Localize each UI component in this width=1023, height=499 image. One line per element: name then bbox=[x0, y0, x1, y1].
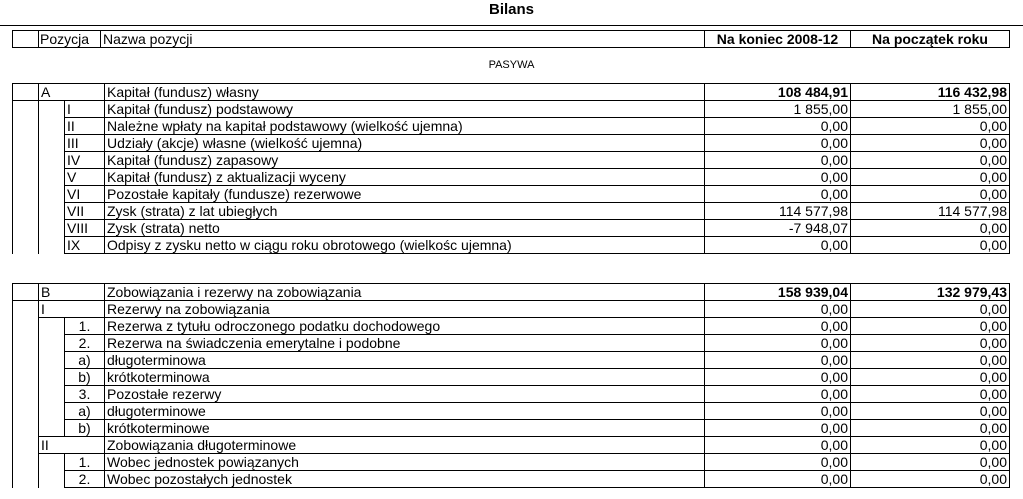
group-end: 108 484,91 bbox=[705, 84, 851, 101]
row-name: Udziały (akcje) własne (wielkość ujemna) bbox=[105, 135, 705, 152]
row-start: 0,00 bbox=[851, 318, 1010, 335]
row-end: 0,00 bbox=[705, 135, 851, 152]
row-end: 0,00 bbox=[705, 318, 851, 335]
group-b-table bbox=[12, 283, 1010, 488]
row-end: 0,00 bbox=[705, 169, 851, 186]
table-row bbox=[13, 152, 1010, 169]
row-code: IX bbox=[65, 237, 105, 254]
row-name: Pozostałe kapitały (fundusze) rezerwowe bbox=[105, 186, 705, 203]
group-code: A bbox=[39, 84, 105, 101]
row-name: Rezerwa na świadczenia emerytalne i podobne bbox=[105, 335, 705, 352]
table-row bbox=[13, 369, 1010, 386]
table-row bbox=[13, 101, 1010, 118]
row-blank-cell bbox=[13, 237, 39, 254]
row-code: II bbox=[65, 118, 105, 135]
row-indent-cell bbox=[39, 369, 65, 386]
header-start: Na początek roku bbox=[851, 31, 1010, 48]
row-end: 0,00 bbox=[705, 454, 851, 471]
group-name: Kapitał (fundusz) własny bbox=[105, 84, 705, 101]
row-blank-cell bbox=[13, 301, 39, 318]
group-a-table bbox=[12, 83, 1010, 254]
row-indent-cell bbox=[39, 237, 65, 254]
table-row bbox=[13, 386, 1010, 403]
row-end: 0,00 bbox=[705, 186, 851, 203]
row-start: 0,00 bbox=[851, 135, 1010, 152]
row-start: 0,00 bbox=[851, 335, 1010, 352]
row-blank-cell bbox=[13, 186, 39, 203]
row-code: 1. bbox=[65, 318, 105, 335]
row-indent-cell bbox=[39, 454, 65, 471]
table-row bbox=[13, 220, 1010, 237]
row-code: II bbox=[39, 437, 105, 454]
row-end: 1 855,00 bbox=[705, 101, 851, 118]
row-name: długoterminowe bbox=[105, 403, 705, 420]
row-indent-cell bbox=[39, 220, 65, 237]
row-name: Należne wpłaty na kapitał podstawowy (wielkość ujemna) bbox=[105, 118, 705, 135]
row-blank-cell bbox=[13, 352, 39, 369]
row-blank-cell bbox=[13, 284, 39, 301]
row-end: 0,00 bbox=[705, 152, 851, 169]
table-row bbox=[13, 118, 1010, 135]
header-position: Pozycja bbox=[39, 31, 101, 48]
row-name: Zobowiązania długoterminowe bbox=[105, 437, 705, 454]
row-indent-cell bbox=[39, 152, 65, 169]
table-row bbox=[13, 318, 1010, 335]
row-indent-cell bbox=[39, 318, 65, 335]
row-start: 0,00 bbox=[851, 403, 1010, 420]
row-name: Kapitał (fundusz) zapasowy bbox=[105, 152, 705, 169]
group-end: 158 939,04 bbox=[705, 284, 851, 301]
table-row bbox=[13, 352, 1010, 369]
row-end: 0,00 bbox=[705, 301, 851, 318]
row-end: 0,00 bbox=[705, 386, 851, 403]
row-code: VIII bbox=[65, 220, 105, 237]
row-code: 3. bbox=[65, 386, 105, 403]
row-end: 0,00 bbox=[705, 237, 851, 254]
header-rule bbox=[0, 25, 1023, 26]
group-name: Zobowiązania i rezerwy na zobowiązania bbox=[105, 284, 705, 301]
row-start: 0,00 bbox=[851, 471, 1010, 488]
row-code: I bbox=[39, 301, 105, 318]
row-blank-cell bbox=[13, 403, 39, 420]
row-name: Kapitał (fundusz) podstawowy bbox=[105, 101, 705, 118]
table-row bbox=[13, 403, 1010, 420]
table-row bbox=[13, 135, 1010, 152]
row-name: Zysk (strata) z lat ubiegłych bbox=[105, 203, 705, 220]
row-indent-cell bbox=[39, 471, 65, 488]
row-code: I bbox=[65, 101, 105, 118]
row-indent-cell bbox=[39, 335, 65, 352]
row-start: 0,00 bbox=[851, 301, 1010, 318]
row-name: Pozostałe rezerwy bbox=[105, 386, 705, 403]
row-blank-cell bbox=[13, 203, 39, 220]
row-blank-cell bbox=[13, 471, 39, 488]
row-blank-cell bbox=[13, 454, 39, 471]
row-start: 1 855,00 bbox=[851, 101, 1010, 118]
group-code: B bbox=[39, 284, 105, 301]
row-name: Wobec jednostek powiązanych bbox=[105, 454, 705, 471]
row-name: Rezerwy na zobowiązania bbox=[105, 301, 705, 318]
row-end: 0,00 bbox=[705, 471, 851, 488]
row-start: 0,00 bbox=[851, 152, 1010, 169]
row-start: 0,00 bbox=[851, 237, 1010, 254]
row-indent-cell bbox=[39, 135, 65, 152]
row-code: IV bbox=[65, 152, 105, 169]
row-indent-cell bbox=[39, 169, 65, 186]
row-start: 0,00 bbox=[851, 118, 1010, 135]
row-end: 0,00 bbox=[705, 437, 851, 454]
header-blank-cell bbox=[13, 31, 39, 48]
group-a-header-row bbox=[13, 84, 1010, 101]
row-name: krótkoterminowa bbox=[105, 369, 705, 386]
row-end: 0,00 bbox=[705, 403, 851, 420]
row-code: a) bbox=[65, 352, 105, 369]
row-start: 0,00 bbox=[851, 352, 1010, 369]
row-blank-cell bbox=[13, 84, 39, 101]
row-blank-cell bbox=[13, 220, 39, 237]
table-row bbox=[13, 203, 1010, 220]
group-b-header-row bbox=[13, 284, 1010, 301]
row-indent-cell bbox=[39, 203, 65, 220]
page-title: Bilans bbox=[488, 1, 534, 18]
row-start: 0,00 bbox=[851, 454, 1010, 471]
row-start: 0,00 bbox=[851, 437, 1010, 454]
row-blank-cell bbox=[13, 386, 39, 403]
section-label: PASYWA bbox=[488, 59, 535, 71]
row-blank-cell bbox=[13, 369, 39, 386]
row-indent-cell bbox=[39, 420, 65, 437]
table-row bbox=[13, 169, 1010, 186]
table-row bbox=[13, 301, 1010, 318]
row-code: b) bbox=[65, 420, 105, 437]
row-start: 0,00 bbox=[851, 186, 1010, 203]
row-indent-cell bbox=[39, 118, 65, 135]
row-code: 2. bbox=[65, 335, 105, 352]
row-end: 114 577,98 bbox=[705, 203, 851, 220]
row-blank-cell bbox=[13, 152, 39, 169]
row-end: 0,00 bbox=[705, 118, 851, 135]
row-end: 0,00 bbox=[705, 369, 851, 386]
row-indent-cell bbox=[39, 386, 65, 403]
table-row bbox=[13, 437, 1010, 454]
row-name: Wobec pozostałych jednostek bbox=[105, 471, 705, 488]
group-start: 116 432,98 bbox=[851, 84, 1010, 101]
row-start: 0,00 bbox=[851, 369, 1010, 386]
row-start: 0,00 bbox=[851, 420, 1010, 437]
row-indent-cell bbox=[39, 352, 65, 369]
row-indent-cell bbox=[39, 186, 65, 203]
row-code: 2. bbox=[65, 471, 105, 488]
row-end: 0,00 bbox=[705, 352, 851, 369]
row-code: III bbox=[65, 135, 105, 152]
table-row bbox=[13, 454, 1010, 471]
row-start: 114 577,98 bbox=[851, 203, 1010, 220]
group-start: 132 979,43 bbox=[851, 284, 1010, 301]
row-blank-cell bbox=[13, 437, 39, 454]
row-start: 0,00 bbox=[851, 386, 1010, 403]
table-row bbox=[13, 471, 1010, 488]
table-row bbox=[13, 335, 1010, 352]
row-start: 0,00 bbox=[851, 169, 1010, 186]
table-row bbox=[13, 186, 1010, 203]
row-indent-cell bbox=[39, 403, 65, 420]
column-header bbox=[12, 30, 1010, 48]
row-end: 0,00 bbox=[705, 335, 851, 352]
row-blank-cell bbox=[13, 101, 39, 118]
row-blank-cell bbox=[13, 420, 39, 437]
row-name: Rezerwa z tytułu odroczonego podatku dochodowego bbox=[105, 318, 705, 335]
table-row bbox=[13, 420, 1010, 437]
row-blank-cell bbox=[13, 169, 39, 186]
row-blank-cell bbox=[13, 318, 39, 335]
row-name: Zysk (strata) netto bbox=[105, 220, 705, 237]
row-code: 1. bbox=[65, 454, 105, 471]
row-blank-cell bbox=[13, 118, 39, 135]
row-code: a) bbox=[65, 403, 105, 420]
header-end: Na koniec 2008-12 bbox=[705, 31, 851, 48]
header-name: Nazwa pozycji bbox=[101, 31, 705, 48]
row-name: krótkoterminowe bbox=[105, 420, 705, 437]
row-name: długoterminowa bbox=[105, 352, 705, 369]
row-code: V bbox=[65, 169, 105, 186]
row-name: Odpisy z zysku netto w ciągu roku obrotowego (wielkośc ujemna) bbox=[105, 237, 705, 254]
row-blank-cell bbox=[13, 335, 39, 352]
row-code: VI bbox=[65, 186, 105, 203]
row-code: b) bbox=[65, 369, 105, 386]
row-code: VII bbox=[65, 203, 105, 220]
row-end: -7 948,07 bbox=[705, 220, 851, 237]
table-row bbox=[13, 237, 1010, 254]
row-indent-cell bbox=[39, 101, 65, 118]
row-start: 0,00 bbox=[851, 220, 1010, 237]
row-blank-cell bbox=[13, 135, 39, 152]
row-name: Kapitał (fundusz) z aktualizacji wyceny bbox=[105, 169, 705, 186]
row-end: 0,00 bbox=[705, 420, 851, 437]
